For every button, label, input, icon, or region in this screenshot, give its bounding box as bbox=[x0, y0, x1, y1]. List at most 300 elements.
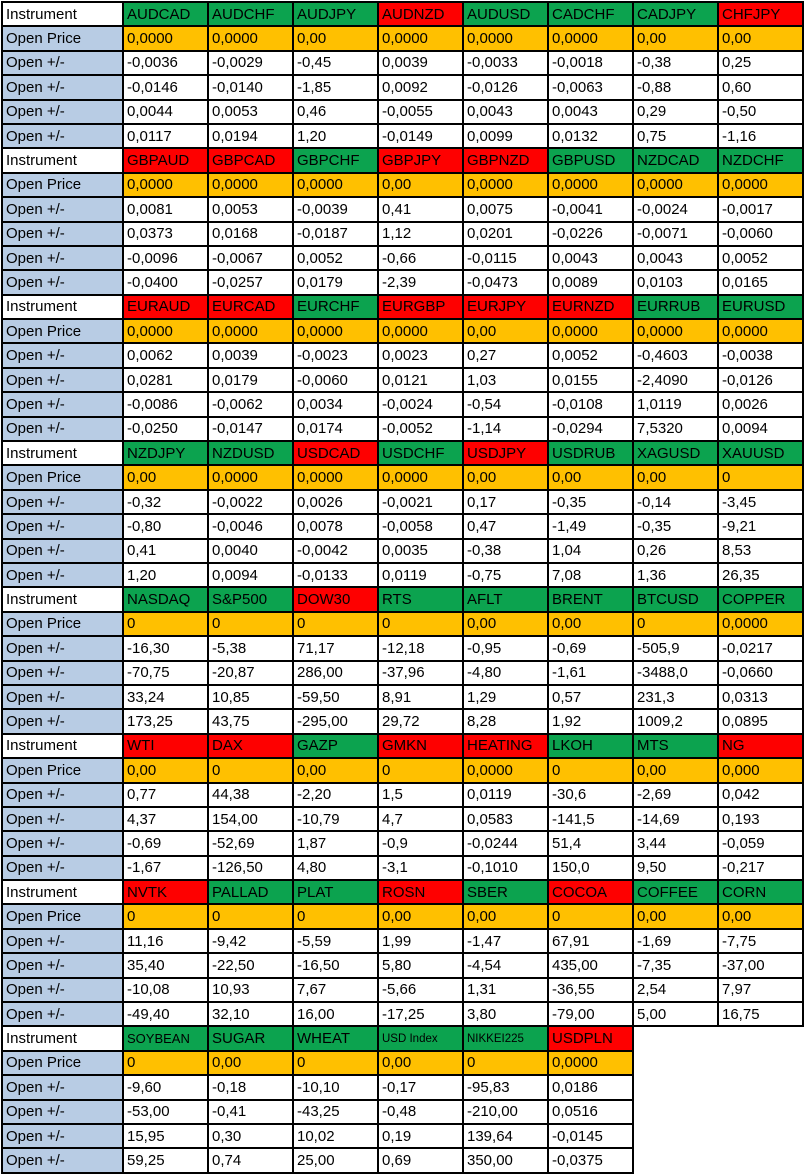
open-change-cell[interactable]: 0,0132 bbox=[548, 124, 633, 148]
instrument-header-cell[interactable]: USD Index bbox=[378, 1026, 463, 1050]
open-change-cell[interactable]: 26,35 bbox=[718, 563, 803, 587]
open-price-cell[interactable]: 0,00 bbox=[463, 319, 548, 343]
open-change-cell[interactable]: -5,59 bbox=[293, 929, 378, 953]
instrument-header-cell[interactable]: BRENT bbox=[548, 587, 633, 611]
instrument-header-cell[interactable]: USDRUB bbox=[548, 441, 633, 465]
instrument-header-cell[interactable]: BTCUSD bbox=[633, 587, 718, 611]
open-change-cell[interactable]: -1,67 bbox=[123, 856, 208, 880]
open-price-cell[interactable]: 0,0000 bbox=[718, 319, 803, 343]
open-change-cell[interactable]: 0,0313 bbox=[718, 685, 803, 709]
row-label-cell[interactable]: Open +/- bbox=[2, 661, 123, 685]
open-change-cell[interactable]: -0,35 bbox=[633, 514, 718, 538]
open-change-cell[interactable]: -43,25 bbox=[293, 1100, 378, 1124]
open-change-cell[interactable]: -7,75 bbox=[718, 929, 803, 953]
open-change-cell[interactable]: 0,47 bbox=[463, 514, 548, 538]
open-change-cell[interactable]: -1,14 bbox=[463, 417, 548, 441]
open-change-cell[interactable]: -1,61 bbox=[548, 661, 633, 685]
open-change-cell[interactable]: 3,80 bbox=[463, 1002, 548, 1026]
row-label-cell[interactable]: Open Price bbox=[2, 758, 123, 782]
row-label-cell[interactable]: Open +/- bbox=[2, 100, 123, 124]
row-label-cell[interactable]: Open +/- bbox=[2, 953, 123, 977]
instrument-header-cell[interactable]: WHEAT bbox=[293, 1026, 378, 1050]
open-change-cell[interactable]: 0,0186 bbox=[548, 1075, 633, 1099]
open-change-cell[interactable]: -0,80 bbox=[123, 514, 208, 538]
open-change-cell[interactable]: -0,69 bbox=[548, 636, 633, 660]
instrument-header-cell[interactable]: CORN bbox=[718, 880, 803, 904]
open-change-cell[interactable]: -0,1010 bbox=[463, 856, 548, 880]
open-change-cell[interactable]: -49,40 bbox=[123, 1002, 208, 1026]
open-change-cell[interactable]: 4,37 bbox=[123, 807, 208, 831]
open-price-cell[interactable]: 0 bbox=[293, 612, 378, 636]
open-change-cell[interactable]: 0,0094 bbox=[208, 563, 293, 587]
open-change-cell[interactable]: 0,57 bbox=[548, 685, 633, 709]
open-change-cell[interactable]: 154,00 bbox=[208, 807, 293, 831]
open-price-cell[interactable]: 0,00 bbox=[633, 758, 718, 782]
instrument-header-cell[interactable]: AFLT bbox=[463, 587, 548, 611]
open-change-cell[interactable]: -37,00 bbox=[718, 953, 803, 977]
open-price-cell[interactable]: 0,00 bbox=[378, 173, 463, 197]
open-change-cell[interactable]: -0,0062 bbox=[208, 392, 293, 416]
open-price-cell[interactable]: 0,00 bbox=[718, 904, 803, 928]
instrument-header-cell[interactable]: EURNZD bbox=[548, 295, 633, 319]
open-price-cell[interactable]: 0,00 bbox=[208, 1051, 293, 1075]
row-label-cell[interactable]: Open Price bbox=[2, 612, 123, 636]
open-change-cell[interactable]: -210,00 bbox=[463, 1100, 548, 1124]
open-price-cell[interactable]: 0,00 bbox=[463, 612, 548, 636]
open-change-cell[interactable]: -0,0067 bbox=[208, 246, 293, 270]
instrument-header-cell[interactable]: USDPLN bbox=[548, 1026, 633, 1050]
open-change-cell[interactable]: 0,0052 bbox=[718, 246, 803, 270]
open-change-cell[interactable]: 7,67 bbox=[293, 978, 378, 1002]
open-price-cell[interactable]: 0 bbox=[378, 758, 463, 782]
open-change-cell[interactable]: -37,96 bbox=[378, 661, 463, 685]
open-change-cell[interactable]: 150,0 bbox=[548, 856, 633, 880]
open-change-cell[interactable]: -0,0187 bbox=[293, 222, 378, 246]
open-change-cell[interactable]: -0,0046 bbox=[208, 514, 293, 538]
open-change-cell[interactable]: -10,08 bbox=[123, 978, 208, 1002]
instrument-header-cell[interactable]: RTS bbox=[378, 587, 463, 611]
open-change-cell[interactable]: -0,0060 bbox=[293, 368, 378, 392]
open-price-cell[interactable]: 0,0000 bbox=[463, 173, 548, 197]
row-label-cell[interactable]: Open +/- bbox=[2, 270, 123, 294]
open-change-cell[interactable]: -1,69 bbox=[633, 929, 718, 953]
instrument-header-cell[interactable]: EURUSD bbox=[718, 295, 803, 319]
row-label-cell[interactable]: Open +/- bbox=[2, 807, 123, 831]
open-change-cell[interactable]: 0,0044 bbox=[123, 100, 208, 124]
instrument-header-cell[interactable]: SUGAR bbox=[208, 1026, 293, 1050]
open-change-cell[interactable]: 1,0119 bbox=[633, 392, 718, 416]
instrument-header-cell[interactable]: GBPJPY bbox=[378, 148, 463, 172]
open-change-cell[interactable]: 43,75 bbox=[208, 709, 293, 733]
open-change-cell[interactable]: 0,41 bbox=[123, 539, 208, 563]
open-change-cell[interactable]: -0,0021 bbox=[378, 490, 463, 514]
open-change-cell[interactable]: -0,32 bbox=[123, 490, 208, 514]
row-label-cell[interactable]: Open Price bbox=[2, 465, 123, 489]
row-label-cell[interactable]: Open +/- bbox=[2, 343, 123, 367]
open-change-cell[interactable]: -2,39 bbox=[378, 270, 463, 294]
open-change-cell[interactable]: 0,0119 bbox=[378, 563, 463, 587]
open-change-cell[interactable]: 0,0026 bbox=[293, 490, 378, 514]
instrument-header-cell[interactable]: HEATING bbox=[463, 734, 548, 758]
open-change-cell[interactable]: -0,0042 bbox=[293, 539, 378, 563]
open-change-cell[interactable]: 1009,2 bbox=[633, 709, 718, 733]
open-change-cell[interactable]: -0,0140 bbox=[208, 75, 293, 99]
open-price-cell[interactable]: 0,0000 bbox=[293, 173, 378, 197]
open-change-cell[interactable]: -2,20 bbox=[293, 783, 378, 807]
open-price-cell[interactable]: 0,0000 bbox=[548, 1051, 633, 1075]
open-price-cell[interactable]: 0,00 bbox=[463, 904, 548, 928]
open-change-cell[interactable]: 0,0053 bbox=[208, 197, 293, 221]
open-change-cell[interactable]: -1,16 bbox=[718, 124, 803, 148]
open-change-cell[interactable]: -7,35 bbox=[633, 953, 718, 977]
open-price-cell[interactable]: 0 bbox=[123, 1051, 208, 1075]
row-label-cell[interactable]: Open +/- bbox=[2, 1075, 123, 1099]
open-change-cell[interactable]: 4,80 bbox=[293, 856, 378, 880]
open-change-cell[interactable]: 0,0119 bbox=[463, 783, 548, 807]
instrument-header-cell[interactable]: COFFEE bbox=[633, 880, 718, 904]
open-price-cell[interactable]: 0,0000 bbox=[463, 26, 548, 50]
open-change-cell[interactable]: 0,46 bbox=[293, 100, 378, 124]
open-price-cell[interactable]: 0,00 bbox=[548, 465, 633, 489]
open-change-cell[interactable]: 0,0052 bbox=[293, 246, 378, 270]
instrument-header-cell[interactable]: XAUUSD bbox=[718, 441, 803, 465]
open-price-cell[interactable]: 0,0000 bbox=[463, 758, 548, 782]
open-change-cell[interactable]: 0,77 bbox=[123, 783, 208, 807]
open-change-cell[interactable]: -0,0071 bbox=[633, 222, 718, 246]
open-change-cell[interactable]: -0,0147 bbox=[208, 417, 293, 441]
open-change-cell[interactable]: -3488,0 bbox=[633, 661, 718, 685]
open-price-cell[interactable]: 0,0000 bbox=[208, 465, 293, 489]
open-price-cell[interactable]: 0,0000 bbox=[633, 319, 718, 343]
open-change-cell[interactable]: 0,0174 bbox=[293, 417, 378, 441]
open-change-cell[interactable]: -1,85 bbox=[293, 75, 378, 99]
open-price-cell[interactable]: 0,0000 bbox=[718, 612, 803, 636]
open-change-cell[interactable]: 16,00 bbox=[293, 1002, 378, 1026]
open-change-cell[interactable]: 0,0053 bbox=[208, 100, 293, 124]
open-change-cell[interactable]: -0,0018 bbox=[548, 51, 633, 75]
open-change-cell[interactable]: -0,75 bbox=[463, 563, 548, 587]
open-change-cell[interactable]: 0,042 bbox=[718, 783, 803, 807]
row-label-cell[interactable]: Open +/- bbox=[2, 392, 123, 416]
open-change-cell[interactable]: -5,66 bbox=[378, 978, 463, 1002]
open-change-cell[interactable]: 1,20 bbox=[123, 563, 208, 587]
open-change-cell[interactable]: 0,0117 bbox=[123, 124, 208, 148]
row-label-cell[interactable]: Instrument bbox=[2, 734, 123, 758]
open-change-cell[interactable]: 8,91 bbox=[378, 685, 463, 709]
open-change-cell[interactable]: 286,00 bbox=[293, 661, 378, 685]
row-label-cell[interactable]: Open +/- bbox=[2, 1100, 123, 1124]
instrument-header-cell[interactable]: USDCAD bbox=[293, 441, 378, 465]
open-change-cell[interactable]: 0,0023 bbox=[378, 343, 463, 367]
open-change-cell[interactable]: -295,00 bbox=[293, 709, 378, 733]
open-change-cell[interactable]: -0,9 bbox=[378, 831, 463, 855]
open-change-cell[interactable]: -59,50 bbox=[293, 685, 378, 709]
open-change-cell[interactable]: -0,0115 bbox=[463, 246, 548, 270]
open-change-cell[interactable]: -0,0133 bbox=[293, 563, 378, 587]
open-price-cell[interactable]: 0,00 bbox=[293, 758, 378, 782]
instrument-header-cell[interactable]: NZDUSD bbox=[208, 441, 293, 465]
row-label-cell[interactable]: Open +/- bbox=[2, 539, 123, 563]
open-change-cell[interactable]: 0,0039 bbox=[378, 51, 463, 75]
instrument-header-cell[interactable]: GAZP bbox=[293, 734, 378, 758]
open-change-cell[interactable]: 0,0078 bbox=[293, 514, 378, 538]
instrument-header-cell[interactable]: GBPNZD bbox=[463, 148, 548, 172]
open-change-cell[interactable]: 29,72 bbox=[378, 709, 463, 733]
open-price-cell[interactable]: 0,00 bbox=[293, 26, 378, 50]
instrument-header-cell[interactable]: COCOA bbox=[548, 880, 633, 904]
instrument-header-cell[interactable]: GBPCAD bbox=[208, 148, 293, 172]
open-change-cell[interactable]: 0,0039 bbox=[208, 343, 293, 367]
row-label-cell[interactable]: Open +/- bbox=[2, 222, 123, 246]
open-change-cell[interactable]: -0,0375 bbox=[548, 1148, 633, 1172]
open-change-cell[interactable]: 1,36 bbox=[633, 563, 718, 587]
open-price-cell[interactable]: 0 bbox=[718, 465, 803, 489]
row-label-cell[interactable]: Instrument bbox=[2, 148, 123, 172]
open-change-cell[interactable]: -0,0023 bbox=[293, 343, 378, 367]
open-price-cell[interactable]: 0 bbox=[123, 904, 208, 928]
open-change-cell[interactable]: 35,40 bbox=[123, 953, 208, 977]
open-change-cell[interactable]: 139,64 bbox=[463, 1124, 548, 1148]
open-change-cell[interactable]: 350,00 bbox=[463, 1148, 548, 1172]
open-change-cell[interactable]: -95,83 bbox=[463, 1075, 548, 1099]
row-label-cell[interactable]: Open +/- bbox=[2, 1148, 123, 1172]
open-change-cell[interactable]: -0,66 bbox=[378, 246, 463, 270]
row-label-cell[interactable]: Open +/- bbox=[2, 856, 123, 880]
open-change-cell[interactable]: -0,0126 bbox=[718, 368, 803, 392]
open-change-cell[interactable]: 0,0075 bbox=[463, 197, 548, 221]
instrument-header-cell[interactable]: NZDJPY bbox=[123, 441, 208, 465]
instrument-header-cell[interactable]: USDJPY bbox=[463, 441, 548, 465]
open-price-cell[interactable]: 0,00 bbox=[378, 904, 463, 928]
row-label-cell[interactable]: Open +/- bbox=[2, 124, 123, 148]
open-change-cell[interactable]: -0,0017 bbox=[718, 197, 803, 221]
open-price-cell[interactable]: 0,0000 bbox=[548, 26, 633, 50]
open-change-cell[interactable]: -0,217 bbox=[718, 856, 803, 880]
open-price-cell[interactable]: 0 bbox=[293, 904, 378, 928]
open-change-cell[interactable]: 33,24 bbox=[123, 685, 208, 709]
open-change-cell[interactable]: -0,0217 bbox=[718, 636, 803, 660]
open-price-cell[interactable]: 0,00 bbox=[633, 904, 718, 928]
open-change-cell[interactable]: -12,18 bbox=[378, 636, 463, 660]
open-change-cell[interactable]: 0,0034 bbox=[293, 392, 378, 416]
instrument-header-cell[interactable]: COPPER bbox=[718, 587, 803, 611]
open-change-cell[interactable]: -2,4090 bbox=[633, 368, 718, 392]
instrument-header-cell[interactable]: ROSN bbox=[378, 880, 463, 904]
open-change-cell[interactable]: -1,49 bbox=[548, 514, 633, 538]
instrument-header-cell[interactable]: AUDUSD bbox=[463, 2, 548, 26]
open-change-cell[interactable]: -0,0145 bbox=[548, 1124, 633, 1148]
open-price-cell[interactable]: 0,00 bbox=[123, 465, 208, 489]
open-change-cell[interactable]: 25,00 bbox=[293, 1148, 378, 1172]
open-change-cell[interactable]: 0,0043 bbox=[548, 100, 633, 124]
open-change-cell[interactable]: -3,1 bbox=[378, 856, 463, 880]
row-label-cell[interactable]: Instrument bbox=[2, 587, 123, 611]
open-change-cell[interactable]: -0,69 bbox=[123, 831, 208, 855]
open-change-cell[interactable]: -0,0226 bbox=[548, 222, 633, 246]
open-change-cell[interactable]: -0,0029 bbox=[208, 51, 293, 75]
open-change-cell[interactable]: 0,29 bbox=[633, 100, 718, 124]
open-change-cell[interactable]: 4,7 bbox=[378, 807, 463, 831]
instrument-header-cell[interactable]: XAGUSD bbox=[633, 441, 718, 465]
open-change-cell[interactable]: 0,0179 bbox=[208, 368, 293, 392]
instrument-header-cell[interactable]: GBPUSD bbox=[548, 148, 633, 172]
open-price-cell[interactable]: 0,00 bbox=[718, 26, 803, 50]
instrument-header-cell[interactable]: GBPAUD bbox=[123, 148, 208, 172]
open-change-cell[interactable]: 11,16 bbox=[123, 929, 208, 953]
row-label-cell[interactable]: Open +/- bbox=[2, 514, 123, 538]
open-change-cell[interactable]: -0,059 bbox=[718, 831, 803, 855]
instrument-header-cell[interactable]: AUDCAD bbox=[123, 2, 208, 26]
open-change-cell[interactable]: 10,85 bbox=[208, 685, 293, 709]
instrument-header-cell[interactable]: NIKKEI225 bbox=[463, 1026, 548, 1050]
row-label-cell[interactable]: Open +/- bbox=[2, 246, 123, 270]
open-change-cell[interactable]: 0,19 bbox=[378, 1124, 463, 1148]
open-change-cell[interactable]: 7,08 bbox=[548, 563, 633, 587]
open-change-cell[interactable]: 0,0165 bbox=[718, 270, 803, 294]
row-label-cell[interactable]: Open +/- bbox=[2, 929, 123, 953]
instrument-header-cell[interactable]: AUDNZD bbox=[378, 2, 463, 26]
row-label-cell[interactable]: Instrument bbox=[2, 1026, 123, 1050]
open-change-cell[interactable]: -0,41 bbox=[208, 1100, 293, 1124]
open-change-cell[interactable]: 0,193 bbox=[718, 807, 803, 831]
open-price-cell[interactable]: 0 bbox=[463, 1051, 548, 1075]
open-change-cell[interactable]: -36,55 bbox=[548, 978, 633, 1002]
open-change-cell[interactable]: -2,69 bbox=[633, 783, 718, 807]
open-change-cell[interactable]: -0,0041 bbox=[548, 197, 633, 221]
open-change-cell[interactable]: -53,00 bbox=[123, 1100, 208, 1124]
open-change-cell[interactable]: 0,0155 bbox=[548, 368, 633, 392]
open-change-cell[interactable]: -16,50 bbox=[293, 953, 378, 977]
open-change-cell[interactable]: 173,25 bbox=[123, 709, 208, 733]
open-change-cell[interactable]: -0,0033 bbox=[463, 51, 548, 75]
instrument-header-cell[interactable]: NASDAQ bbox=[123, 587, 208, 611]
open-change-cell[interactable]: -0,38 bbox=[633, 51, 718, 75]
open-price-cell[interactable]: 0 bbox=[293, 1051, 378, 1075]
open-change-cell[interactable]: 1,03 bbox=[463, 368, 548, 392]
open-change-cell[interactable]: -0,18 bbox=[208, 1075, 293, 1099]
open-change-cell[interactable]: 0,69 bbox=[378, 1148, 463, 1172]
instrument-header-cell[interactable]: EURJPY bbox=[463, 295, 548, 319]
open-change-cell[interactable]: 0,0026 bbox=[718, 392, 803, 416]
open-change-cell[interactable]: 435,00 bbox=[548, 953, 633, 977]
open-change-cell[interactable]: -9,21 bbox=[718, 514, 803, 538]
open-change-cell[interactable]: -0,95 bbox=[463, 636, 548, 660]
open-change-cell[interactable]: 0,0281 bbox=[123, 368, 208, 392]
open-price-cell[interactable]: 0,0000 bbox=[293, 319, 378, 343]
open-change-cell[interactable]: 1,04 bbox=[548, 539, 633, 563]
open-change-cell[interactable]: 0,0895 bbox=[718, 709, 803, 733]
instrument-header-cell[interactable]: DOW30 bbox=[293, 587, 378, 611]
open-change-cell[interactable]: 10,93 bbox=[208, 978, 293, 1002]
instrument-header-cell[interactable]: CHFJPY bbox=[718, 2, 803, 26]
instrument-header-cell[interactable]: MTS bbox=[633, 734, 718, 758]
instrument-header-cell[interactable]: WTI bbox=[123, 734, 208, 758]
open-change-cell[interactable]: 44,38 bbox=[208, 783, 293, 807]
open-change-cell[interactable]: -0,0086 bbox=[123, 392, 208, 416]
open-change-cell[interactable]: 7,97 bbox=[718, 978, 803, 1002]
open-change-cell[interactable]: 16,75 bbox=[718, 1002, 803, 1026]
row-label-cell[interactable]: Open +/- bbox=[2, 197, 123, 221]
open-change-cell[interactable]: -0,0244 bbox=[463, 831, 548, 855]
instrument-header-cell[interactable]: GBPCHF bbox=[293, 148, 378, 172]
instrument-header-cell[interactable]: EURCAD bbox=[208, 295, 293, 319]
open-price-cell[interactable]: 0,0000 bbox=[208, 319, 293, 343]
open-change-cell[interactable]: 0,0201 bbox=[463, 222, 548, 246]
open-price-cell[interactable]: 0,0000 bbox=[378, 26, 463, 50]
row-label-cell[interactable]: Open +/- bbox=[2, 368, 123, 392]
row-label-cell[interactable]: Open Price bbox=[2, 1051, 123, 1075]
open-change-cell[interactable]: 0,0094 bbox=[718, 417, 803, 441]
open-change-cell[interactable]: 1,87 bbox=[293, 831, 378, 855]
open-change-cell[interactable]: 0,25 bbox=[718, 51, 803, 75]
open-change-cell[interactable]: 1,20 bbox=[293, 124, 378, 148]
open-change-cell[interactable]: -0,0108 bbox=[548, 392, 633, 416]
open-change-cell[interactable]: 1,31 bbox=[463, 978, 548, 1002]
open-change-cell[interactable]: -0,54 bbox=[463, 392, 548, 416]
open-change-cell[interactable]: -4,54 bbox=[463, 953, 548, 977]
open-price-cell[interactable]: 0 bbox=[633, 612, 718, 636]
open-price-cell[interactable]: 0,00 bbox=[378, 1051, 463, 1075]
open-change-cell[interactable]: -0,0055 bbox=[378, 100, 463, 124]
open-change-cell[interactable]: 1,99 bbox=[378, 929, 463, 953]
row-label-cell[interactable]: Instrument bbox=[2, 2, 123, 26]
open-change-cell[interactable]: -22,50 bbox=[208, 953, 293, 977]
open-change-cell[interactable]: -126,50 bbox=[208, 856, 293, 880]
open-change-cell[interactable]: -0,45 bbox=[293, 51, 378, 75]
open-change-cell[interactable]: -30,6 bbox=[548, 783, 633, 807]
open-price-cell[interactable]: 0,0000 bbox=[123, 173, 208, 197]
open-change-cell[interactable]: -0,0024 bbox=[378, 392, 463, 416]
instrument-header-cell[interactable]: USDCHF bbox=[378, 441, 463, 465]
open-change-cell[interactable]: 0,0373 bbox=[123, 222, 208, 246]
open-change-cell[interactable]: 0,0583 bbox=[463, 807, 548, 831]
open-change-cell[interactable]: 0,0043 bbox=[548, 246, 633, 270]
open-change-cell[interactable]: -0,48 bbox=[378, 1100, 463, 1124]
open-price-cell[interactable]: 0,0000 bbox=[293, 465, 378, 489]
open-price-cell[interactable]: 0,0000 bbox=[378, 319, 463, 343]
open-change-cell[interactable]: -1,47 bbox=[463, 929, 548, 953]
open-change-cell[interactable]: 0,30 bbox=[208, 1124, 293, 1148]
open-price-cell[interactable]: 0,00 bbox=[633, 26, 718, 50]
open-change-cell[interactable]: 0,60 bbox=[718, 75, 803, 99]
open-change-cell[interactable]: 0,0043 bbox=[463, 100, 548, 124]
open-price-cell[interactable]: 0,0000 bbox=[718, 173, 803, 197]
open-change-cell[interactable]: -0,0058 bbox=[378, 514, 463, 538]
open-price-cell[interactable]: 0,0000 bbox=[208, 173, 293, 197]
open-change-cell[interactable]: -17,25 bbox=[378, 1002, 463, 1026]
open-price-cell[interactable]: 0,0000 bbox=[548, 319, 633, 343]
open-change-cell[interactable]: 5,80 bbox=[378, 953, 463, 977]
open-change-cell[interactable]: 0,75 bbox=[633, 124, 718, 148]
open-change-cell[interactable]: 2,54 bbox=[633, 978, 718, 1002]
row-label-cell[interactable]: Open Price bbox=[2, 904, 123, 928]
open-change-cell[interactable]: -0,4603 bbox=[633, 343, 718, 367]
open-change-cell[interactable]: 0,0092 bbox=[378, 75, 463, 99]
row-label-cell[interactable]: Open +/- bbox=[2, 978, 123, 1002]
row-label-cell[interactable]: Instrument bbox=[2, 295, 123, 319]
open-change-cell[interactable]: 71,17 bbox=[293, 636, 378, 660]
row-label-cell[interactable]: Open +/- bbox=[2, 831, 123, 855]
open-change-cell[interactable]: 0,0052 bbox=[548, 343, 633, 367]
open-change-cell[interactable]: -0,0060 bbox=[718, 222, 803, 246]
open-change-cell[interactable]: -0,35 bbox=[548, 490, 633, 514]
open-price-cell[interactable]: 0 bbox=[208, 904, 293, 928]
open-change-cell[interactable]: -0,0250 bbox=[123, 417, 208, 441]
open-change-cell[interactable]: -0,0024 bbox=[633, 197, 718, 221]
row-label-cell[interactable]: Open +/- bbox=[2, 783, 123, 807]
open-change-cell[interactable]: 0,0035 bbox=[378, 539, 463, 563]
open-change-cell[interactable]: -0,0036 bbox=[123, 51, 208, 75]
